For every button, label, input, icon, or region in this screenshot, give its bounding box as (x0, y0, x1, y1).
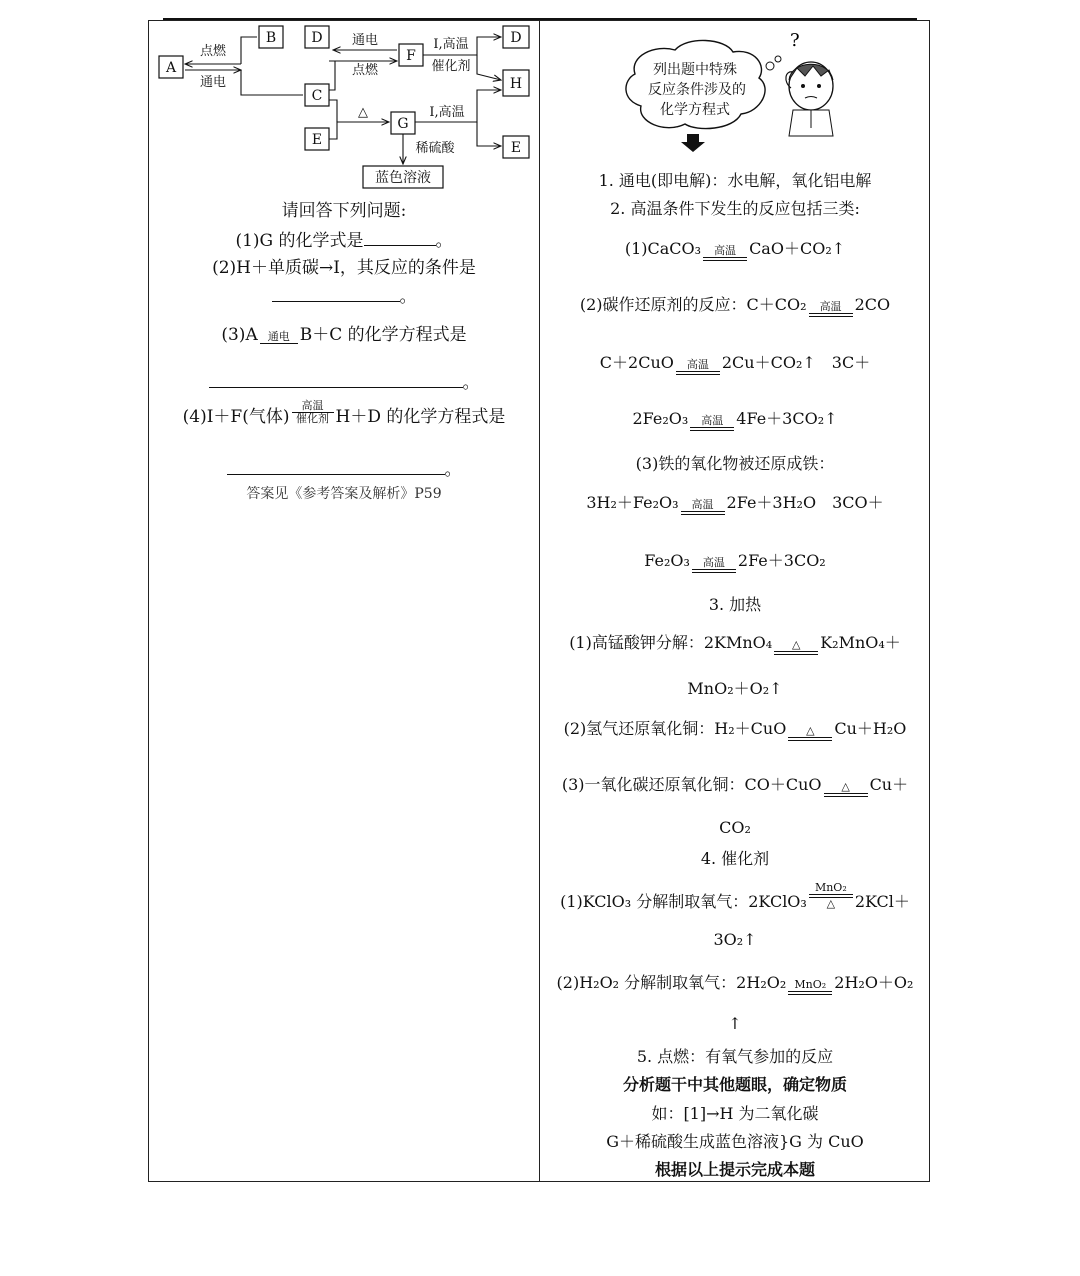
box-E-left: E (311, 132, 323, 148)
line-electrolysis: 1. 通电(即电解)：水电解，氧化铝电解 (598, 171, 872, 190)
answer-blank-2[interactable] (272, 287, 400, 302)
box-A: A (165, 60, 177, 76)
box-E-right: E (510, 140, 522, 156)
bubble-line-1: 列出题中特殊 (653, 62, 737, 78)
line-iron-oxide-reduction: (3)铁的氧化物被还原成铁： (635, 454, 835, 473)
box-G: G (397, 116, 409, 132)
eq-kclo3-cont: 3O₂↑ (713, 930, 757, 949)
box-F: F (406, 48, 416, 64)
reaction-flow-diagram (155, 24, 533, 192)
condition-arrow-tongdian: 通电 (260, 331, 298, 344)
question-4-answer: 。 (150, 455, 538, 480)
line-example-h: 如：[1]→H 为二氧化碳 (651, 1104, 819, 1123)
label-delta: △ (358, 105, 368, 120)
blue-solution-box: 蓝色溶液 (375, 170, 431, 186)
label-cuihuaji: 催化剂 (431, 59, 471, 74)
eq-kmno4-cont: MnO₂＋O₂↑ (687, 679, 783, 698)
eq-caco3: (1)CaCO₃ 高温 CaO＋CO₂↑ (541, 236, 929, 261)
eq-kmno4: (1)高锰酸钾分解：2KMnO₄ △ K₂MnO₄＋ (541, 630, 929, 655)
line-ignition: 5. 点燃：有氧气参加的反应 (636, 1047, 834, 1066)
box-D-left: D (311, 30, 323, 46)
label-dianran-2: 点燃 (351, 63, 379, 78)
label-i-gaowen-2: I,高温 (429, 105, 465, 120)
answer-blank-1[interactable] (364, 231, 436, 246)
answer-reference: 答案见《参考答案及解析》P59 (246, 486, 442, 502)
eq-h2o2: (2)H₂O₂ 分解制取氧气：2H₂O₂ MnO₂ 2H₂O＋O₂ (541, 970, 929, 995)
column-divider (539, 20, 540, 1182)
question-1-text: (1)G 的化学式是 (235, 231, 364, 251)
eq-c-cuo: C＋2CuO 高温 2Cu＋CO₂↑ 3C＋ (541, 350, 929, 375)
line-analyze-hint: 分析题干中其他题眼，确定物质 (622, 1075, 847, 1094)
box-B: B (265, 30, 277, 46)
answer-blank-3[interactable] (209, 373, 463, 388)
eq-co-fe2o3: Fe₂O₃ 高温 2Fe＋3CO₂ (541, 548, 929, 573)
eq-h2o2-cont: ↑ (728, 1014, 742, 1033)
eq-c-fe2o3: 2Fe₂O₃ 高温 4Fe＋3CO₂↑ (541, 406, 929, 431)
label-dianran-1: 点燃 (199, 44, 227, 59)
question-3-answer: 。 (150, 368, 538, 393)
eq-co-cuo: (3)一氧化碳还原氧化铜：CO＋CuO △ Cu＋ (541, 772, 929, 797)
down-arrow-icon (681, 134, 705, 152)
eq-h2-cuo: (2)氢气还原氧化铜：H₂＋CuO △ Cu＋H₂O (541, 716, 929, 741)
line-complete-hint: 根据以上提示完成本题 (654, 1160, 815, 1179)
condition-arrow-gaowen: 高温 催化剂 (292, 400, 334, 425)
thinking-cartoon (615, 26, 835, 156)
question-2-answer: 。 (150, 282, 538, 307)
label-tongdian-2: 通电 (351, 33, 379, 48)
box-D-right: D (510, 30, 522, 46)
eq-c-co2: (2)碳作还原剂的反应：C＋CO₂ 高温 2CO (541, 292, 929, 317)
question-1: (1)G 的化学式是 。 (235, 231, 453, 251)
question-3: (3)A 通电 B＋C 的化学方程式是 (221, 325, 467, 345)
eq-co-cuo-cont: CO₂ (719, 818, 751, 837)
eq-kclo3: (1)KClO₃ 分解制取氧气：2KClO₃ MnO₂ △ 2KCl＋ (560, 881, 910, 911)
box-C: C (311, 88, 323, 104)
label-xiliusuan: 稀硫酸 (415, 141, 455, 156)
question-4: (4)I＋F(气体) 高温 催化剂 H＋D 的化学方程式是 (182, 399, 506, 427)
line-heating-heading: 3. 加热 (708, 595, 762, 614)
line-high-temp-heading: 2. 高温条件下发生的反应包括三类: (610, 199, 860, 218)
label-tongdian-1: 通电 (199, 75, 227, 90)
question-mark-icon: ? (790, 30, 800, 51)
eq-h2-fe2o3: 3H₂＋Fe₂O₃ 高温 2Fe＋3H₂O 3CO＋ (541, 490, 929, 515)
line-example-g: G＋稀硫酸生成蓝色溶液}G 为 CuO (606, 1132, 864, 1151)
answer-blank-4[interactable] (227, 460, 445, 475)
bubble-line-2: 反应条件涉及的 (648, 82, 746, 98)
label-i-gaowen-1: I,高温 (433, 37, 469, 52)
question-intro: 请回答下列问题: (281, 201, 407, 221)
boy-figure-icon (786, 62, 833, 136)
box-H: H (509, 76, 523, 92)
question-2: (2)H＋单质碳→I，其反应的条件是 (212, 258, 476, 278)
line-catalyst-heading: 4. 催化剂 (700, 849, 770, 868)
bubble-line-3: 化学方程式 (660, 102, 730, 118)
